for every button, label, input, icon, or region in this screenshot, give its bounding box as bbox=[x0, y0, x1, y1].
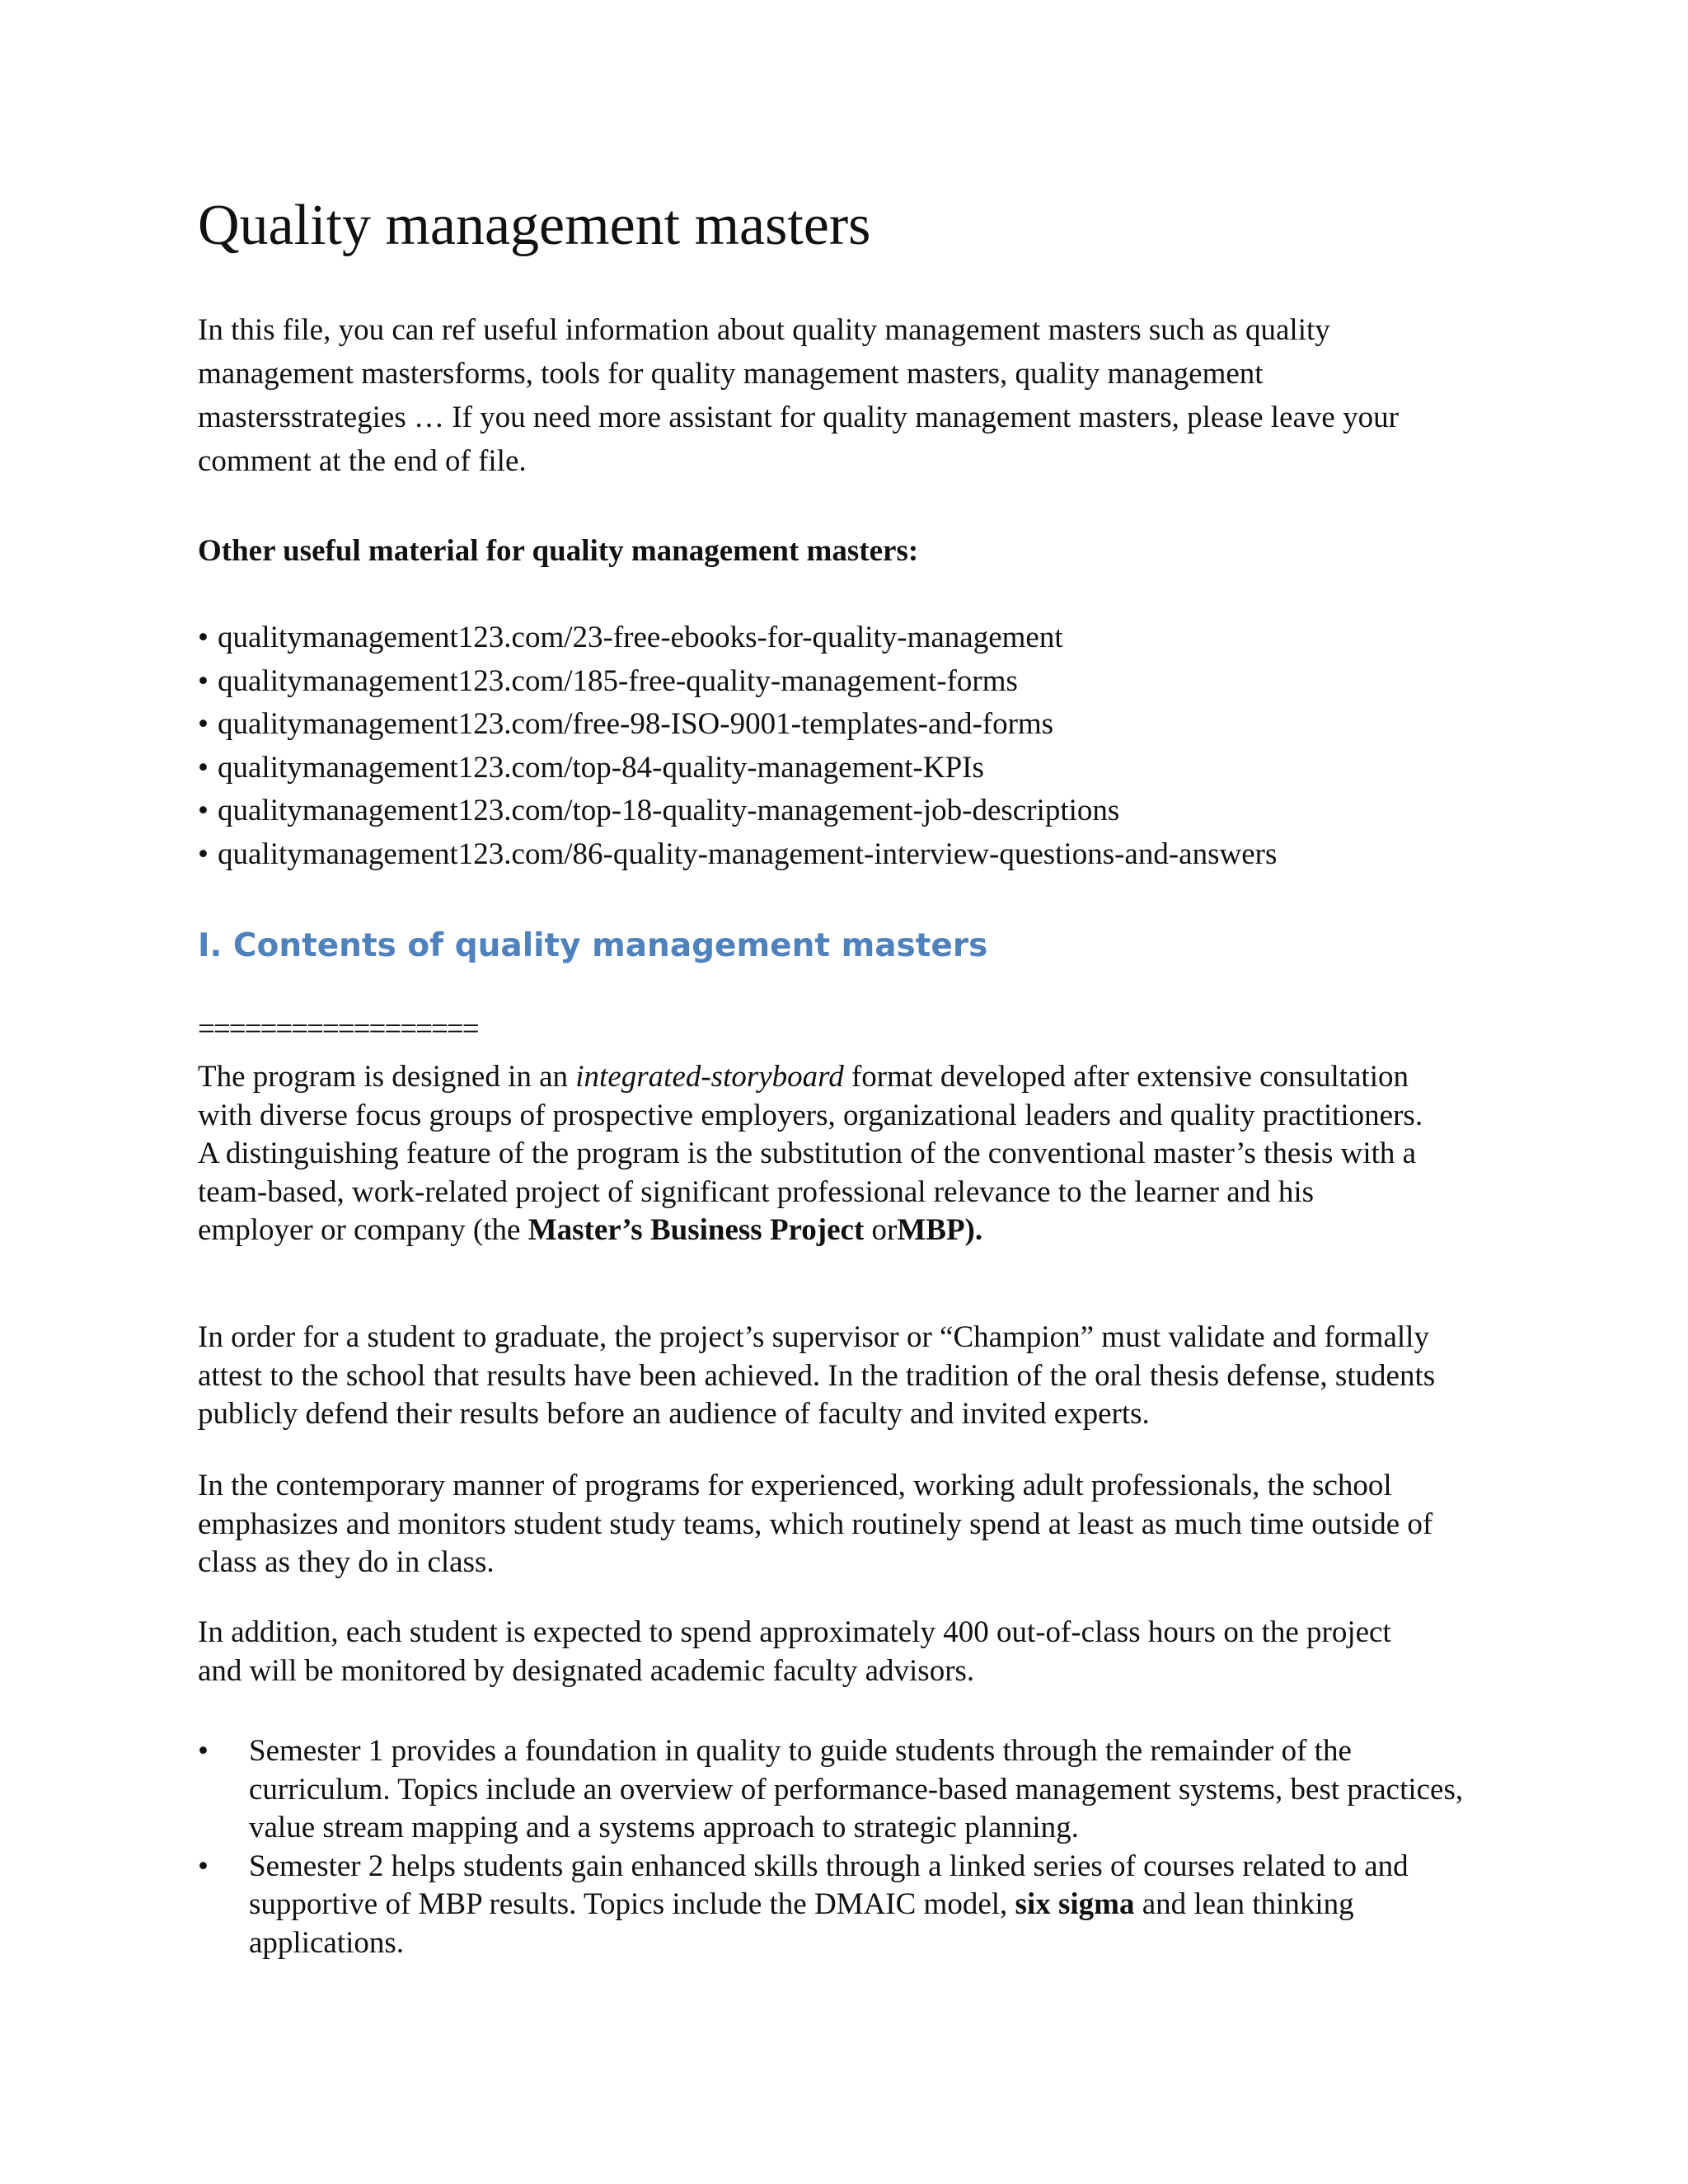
addition-paragraph: In addition, each student is expected to spend approximately 400 out-of-class hours on the project and will be monitored by designated academic faculty advisors. bbox=[198, 1615, 1391, 1688]
list-item[interactable] bbox=[198, 833, 1277, 877]
semester-list bbox=[198, 1732, 1500, 1962]
link-text[interactable]: qualitymanagement123.com/23-free-ebooks-for-quality-management bbox=[218, 621, 1063, 654]
bullet-icon: • bbox=[198, 1734, 209, 1768]
semester-2-text-2: and lean thinking applications. bbox=[249, 1887, 1354, 1960]
link-text[interactable]: qualitymanagement123.com/185-free-quality-management-forms bbox=[218, 663, 1018, 698]
list-item[interactable] bbox=[198, 660, 1277, 704]
list-item[interactable] bbox=[198, 703, 1277, 747]
program-paragraph bbox=[198, 1058, 1434, 1250]
program-text-bold-1: Master’s Business Project bbox=[528, 1213, 865, 1247]
link-text[interactable]: qualitymanagement123.com/top-84-quality-management-KPIs bbox=[218, 750, 984, 785]
program-text-3: or bbox=[864, 1213, 898, 1247]
list-item[interactable] bbox=[198, 616, 1277, 660]
intro-paragraph: In this file, you can ref useful information about quality management masters such as quality management mastersforms, tools for quality management masters, quality management mastersstrategies … If you need more assistant for quality management masters, please leave your comment at the end of file. bbox=[198, 313, 1399, 478]
program-text-1: The program is designed in an bbox=[198, 1060, 576, 1094]
program-text-italic: integrated-storyboard bbox=[575, 1060, 844, 1094]
program-text-2: format developed after extensive consultation with diverse focus groups of prospective employers, organizational leaders and quality practitioners. A distinguishing feature of the program is the substitution of the conventional master’s thesis with a team-based, work-related project of significant professional relevance to the learner and his employer or company (the bbox=[198, 1060, 1423, 1247]
useful-links-list bbox=[198, 616, 1277, 876]
program-text-bold-2: MBP). bbox=[897, 1213, 983, 1247]
list-item[interactable] bbox=[198, 790, 1277, 833]
list-item-semester-1 bbox=[198, 1732, 1500, 1848]
bullet-icon: • bbox=[198, 621, 209, 654]
bullet-icon: • bbox=[198, 794, 209, 827]
list-item-semester-2 bbox=[198, 1848, 1500, 1963]
link-text[interactable]: qualitymanagement123.com/free-98-ISO-9001-templates-and-forms bbox=[218, 707, 1054, 741]
graduate-paragraph: In order for a student to graduate, the project’s supervisor or “Champion” must validate and formally attest to the school that results have been achieved. In the tradition of the oral thesis defense, students publicly defend their results before an audience of faculty and invited experts. bbox=[198, 1320, 1436, 1431]
bullet-icon: • bbox=[198, 707, 209, 741]
list-item[interactable] bbox=[198, 747, 1277, 790]
semester-1-text: Semester 1 provides a foundation in quality to guide students through the remainder of the curriculum. Topics include an overview of performance-based management systems, best practices, value stream mapping and a systems approach to strategic planning. bbox=[249, 1734, 1464, 1844]
page-title: Quality management masters bbox=[198, 194, 871, 257]
bullet-icon: • bbox=[198, 1849, 209, 1883]
link-text[interactable]: qualitymanagement123.com/86-quality-management-interview-questions-and-answers bbox=[218, 837, 1278, 871]
semester-2-text-bold: six sigma bbox=[1015, 1887, 1135, 1921]
bullet-icon: • bbox=[198, 750, 209, 785]
section-heading-contents: I. Contents of quality management masters bbox=[198, 927, 988, 964]
semester-2-text-1: Semester 2 helps students gain enhanced skills through a linked series of courses related to and supportive of MBP results. Topics include the DMAIC model, bbox=[249, 1849, 1409, 1921]
bullet-icon: • bbox=[198, 837, 209, 871]
contemporary-paragraph: In the contemporary manner of programs for experienced, working adult professionals, the school emphasizes and monitors student study teams, which routinely spend at least as much time outside of class as they do in class. bbox=[198, 1469, 1433, 1579]
other-material-heading: Other useful material for quality management masters: bbox=[198, 534, 919, 568]
divider-line: ================== bbox=[198, 1012, 478, 1046]
bullet-icon: • bbox=[198, 663, 209, 698]
link-text[interactable]: qualitymanagement123.com/top-18-quality-management-job-descriptions bbox=[218, 794, 1120, 827]
